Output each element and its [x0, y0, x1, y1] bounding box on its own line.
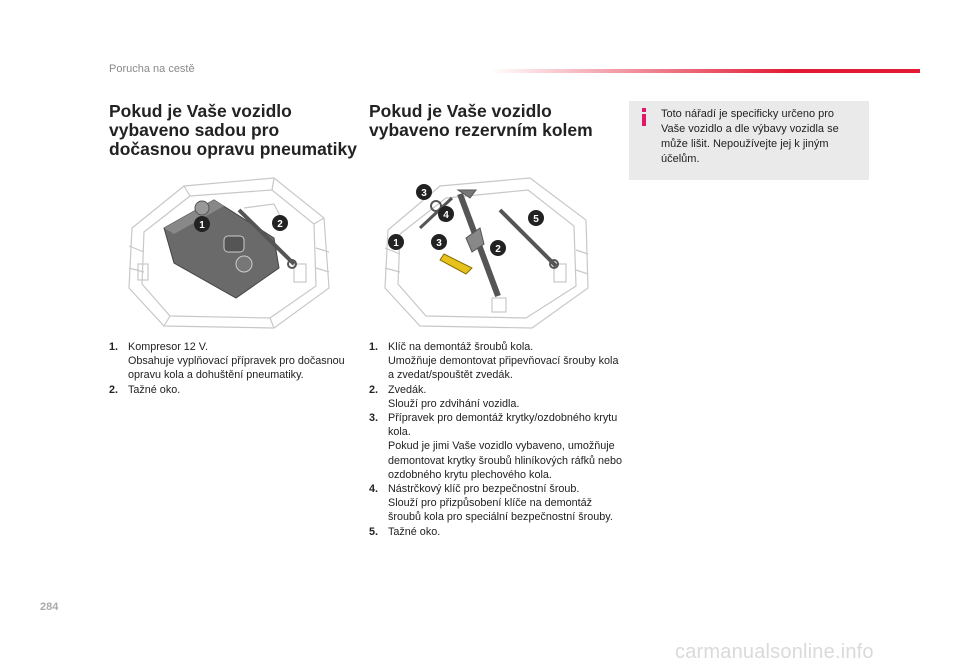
repair-kit-list [109, 340, 359, 397]
svg-text:1: 1 [393, 238, 399, 249]
svg-text:1: 1 [199, 220, 205, 231]
item-number: 4. [369, 483, 379, 496]
callout-5 [528, 210, 544, 226]
page-number: 284 [40, 601, 59, 613]
list-item [109, 340, 359, 383]
info-text: Toto nářadí je specificky určeno pro Vaše vozidlo a dle výbavy vozidla se může lišit. Nepoužívejte jej k jiným účelům. [661, 108, 839, 165]
svg-text:4: 4 [443, 210, 449, 221]
item-text: Klíč na demontáž šroubů kola. Umožňuje demontovat připevňovací šrouby kola a zvedat/spouštět zvedák. [388, 341, 619, 382]
item-number: 3. [369, 412, 379, 425]
item-text: Zvedák. Slouží pro zdvihání vozidla. [388, 383, 520, 410]
callout-3-top [416, 184, 432, 200]
svg-text:2: 2 [277, 219, 283, 230]
item-text: Tažné oko. [128, 383, 181, 396]
repair-kit-illustration [124, 168, 332, 330]
item-text: Tažné oko. [388, 525, 441, 538]
item-number: 1. [109, 341, 119, 353]
list-item [369, 482, 624, 525]
callout-4 [438, 206, 454, 222]
list-item [369, 411, 624, 482]
svg-text:3: 3 [436, 238, 442, 249]
heading-spare-wheel: Pokud je Vaše vozidlo vybaveno rezervním kolem [369, 101, 593, 140]
heading-repair-kit: Pokud je Vaše vozidlo vybaveno sadou pro dočasnou opravu pneumatiky [109, 101, 357, 159]
svg-text:5: 5 [533, 214, 539, 225]
spare-wheel-list [369, 340, 624, 539]
item-text: Kompresor 12 V. Obsahuje vyplňovací přípravek pro dočasnou opravu kola a dohuštění pneumatiky. [128, 341, 345, 382]
item-number: 2. [109, 383, 119, 396]
list-item [109, 383, 359, 397]
info-box [629, 101, 869, 180]
item-number: 1. [369, 341, 379, 353]
callout-2 [490, 240, 506, 256]
callout-1 [194, 216, 210, 232]
list-item [369, 525, 624, 539]
info-icon [639, 107, 649, 127]
item-number: 5. [369, 525, 379, 538]
callout-3-bottom [431, 234, 447, 250]
list-item [369, 383, 624, 411]
callout-1 [388, 234, 404, 250]
header-accent-bar [490, 69, 920, 73]
callout-2 [272, 215, 288, 231]
item-text: Nástrčkový klíč pro bezpečnostní šroub. Slouží pro přizpůsobení klíče na demontáž šroubů kola pro speciální bezpečnostní šrouby. [388, 483, 613, 524]
spare-wheel-tools-illustration [380, 168, 592, 330]
section-title: Porucha na cestě [109, 63, 195, 75]
watermark: carmanualsonline.info [675, 641, 874, 663]
item-text: Přípravek pro demontáž krytky/ozdobného krytu kola. Pokud je jimi Vaše vozidlo vybaveno, umožňuje demontovat krytky šroubů hliníkových ráfků nebo ozdobného krytu plechového kola. [388, 412, 623, 481]
list-item [369, 340, 624, 383]
item-number: 2. [369, 383, 379, 396]
svg-text:3: 3 [421, 188, 427, 199]
svg-text:2: 2 [495, 244, 501, 255]
